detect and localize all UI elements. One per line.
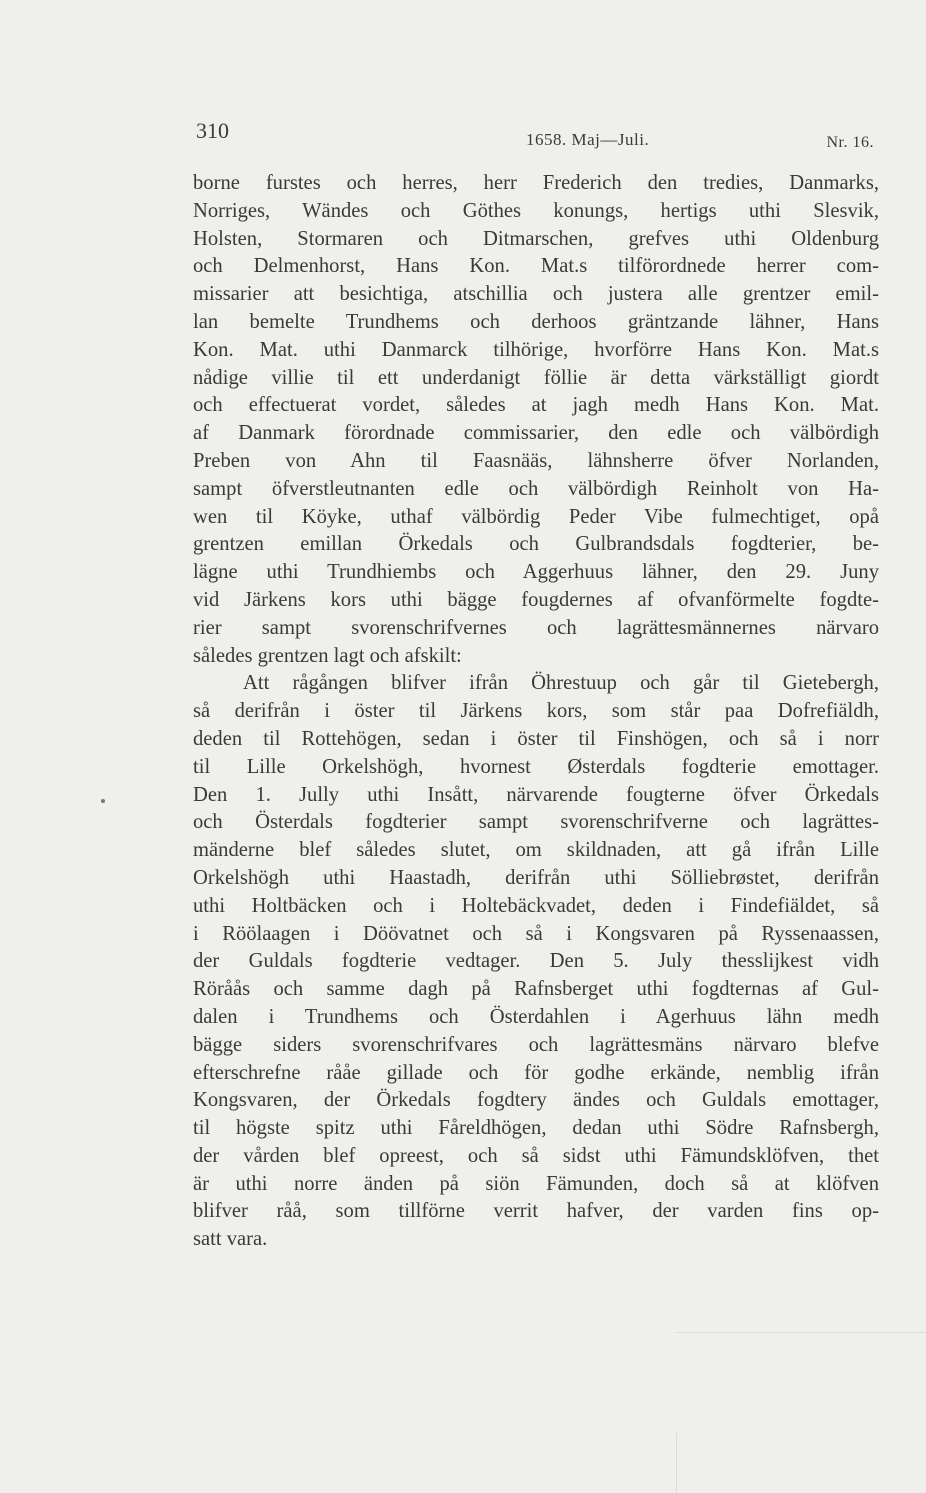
text-line: missarier att besichtiga, atschillia och justera alle grentzer emil- bbox=[193, 283, 879, 306]
text-line: blifver råå, som tillförne verrit hafver, der varden fins op- bbox=[193, 1200, 879, 1223]
page-edge-line bbox=[676, 1433, 677, 1493]
text-line: lan bemelte Trundhems och derhoos gräntzande lähner, Hans bbox=[193, 310, 879, 333]
text-line: och effectuerat vordet, således at jagh medh Hans Kon. Mat. bbox=[193, 394, 879, 417]
page-number: 310 bbox=[196, 118, 229, 143]
text-line: Norriges, Wändes och Göthes konungs, hertigs uthi Slesvik, bbox=[193, 199, 879, 222]
text-line: så derifrån i öster til Järkens kors, som står paa Dofrefiäldh, bbox=[193, 700, 879, 723]
text-line: sampt öfverstleutnanten edle och välbördigh Reinholt von Ha- bbox=[193, 477, 879, 500]
text-line: borne furstes och herres, herr Frederich den tredies, Danmarks, bbox=[193, 172, 879, 194]
page-edge-fold bbox=[676, 1332, 926, 1453]
body-text bbox=[193, 170, 879, 1254]
running-title: 1658. Maj—Juli. bbox=[526, 130, 650, 149]
text-line: lägne uthi Trundhiembs och Aggerhuus lähner, den 29. Juny bbox=[193, 561, 879, 584]
text-line: mänderne blef således slutet, om skildnaden, att gå ifrån Lille bbox=[193, 839, 879, 862]
text-line: af Danmark förordnade commissarier, den edle och välbördigh bbox=[193, 422, 879, 445]
text-line: således grentzen lagt och afskilt: bbox=[193, 644, 462, 667]
text-line: deden til Rottehögen, sedan i öster til Finshögen, och så i norr bbox=[193, 727, 879, 750]
text-line: vid Järkens kors uthi bägge fougdernes af ofvanförmelte fogdte- bbox=[193, 588, 879, 611]
text-line: och Österdals fogdterier sampt svorenschrifverne och lagrättes- bbox=[193, 811, 879, 834]
text-line: satt vara. bbox=[193, 1228, 268, 1251]
text-line: i Röölaagen i Döövatnet och så i Kongsvaren på Ryssenaassen, bbox=[193, 922, 879, 945]
text-line: uthi Holtbäcken och i Holtebäckvadet, deden i Findefiäldet, så bbox=[193, 894, 879, 917]
text-line: der vården blef opreest, och så sidst uthi Fämundsklöfven, thet bbox=[193, 1144, 879, 1167]
text-line: der Guldals fogdterie vedtager. Den 5. July thesslijkest vidh bbox=[193, 950, 879, 973]
text-line: Holsten, Stormaren och Ditmarschen, grefves uthi Oldenburg bbox=[193, 227, 879, 250]
text-line: Kongsvaren, der Örkedals fogdtery ändes och Guldals emottager, bbox=[193, 1089, 879, 1112]
text-line: grentzen emillan Örkedals och Gulbrandsdals fogdterier, be- bbox=[193, 533, 879, 556]
text-line: och Delmenhorst, Hans Kon. Mat.s tilförordnede herrer com- bbox=[193, 255, 879, 278]
margin-dot bbox=[101, 799, 105, 803]
text-line: efterschrefne rååe gillade och för godhe erkände, nemblig ifrån bbox=[193, 1061, 879, 1084]
text-line: rier sampt svorenschrifvernes och lagrättesmännernes närvaro bbox=[193, 616, 879, 639]
text-line: Röråås och samme dagh på Rafnsberget uthi fogdternas af Gul- bbox=[193, 978, 879, 1001]
text-line: Preben von Ahn til Faasnääs, lähnsherre öfver Norlanden, bbox=[193, 449, 879, 472]
text-line: nådige villie til ett underdanigt föllie är detta värkställigt giordt bbox=[193, 366, 879, 389]
text-line: Orkelshögh uthi Haastadh, derifrån uthi Sölliebrøstet, derifrån bbox=[193, 866, 879, 889]
text-line: Kon. Mat. uthi Danmarck tilhörige, hvorförre Hans Kon. Mat.s bbox=[193, 338, 879, 361]
text-line: är uthi norre änden på siön Fämunden, doch så at klöfven bbox=[193, 1172, 879, 1195]
text-line: dalen i Trundhems och Österdahlen i Agerhuus lähn medh bbox=[193, 1005, 879, 1028]
text-line: Att rågången blifver ifrån Öhrestuup och går til Gietebergh, bbox=[243, 672, 879, 695]
text-line: wen til Köyke, uthaf välbördig Peder Vibe fulmechtiget, opå bbox=[193, 505, 879, 528]
text-line: Den 1. Jully uthi Insått, närvarende fougterne öfver Örkedals bbox=[193, 783, 879, 806]
text-line: til Lille Orkelshögh, hvornest Østerdals fogdterie emottager. bbox=[193, 755, 879, 778]
document-number: Nr. 16. bbox=[826, 134, 874, 151]
page-header bbox=[196, 118, 878, 154]
text-line: bägge siders svorenschrifvares och lagrättesmäns närvaro blefve bbox=[193, 1033, 879, 1056]
text-line: til högste spitz uthi Fåreldhögen, dedan uthi Södre Rafnsbergh, bbox=[193, 1117, 879, 1140]
